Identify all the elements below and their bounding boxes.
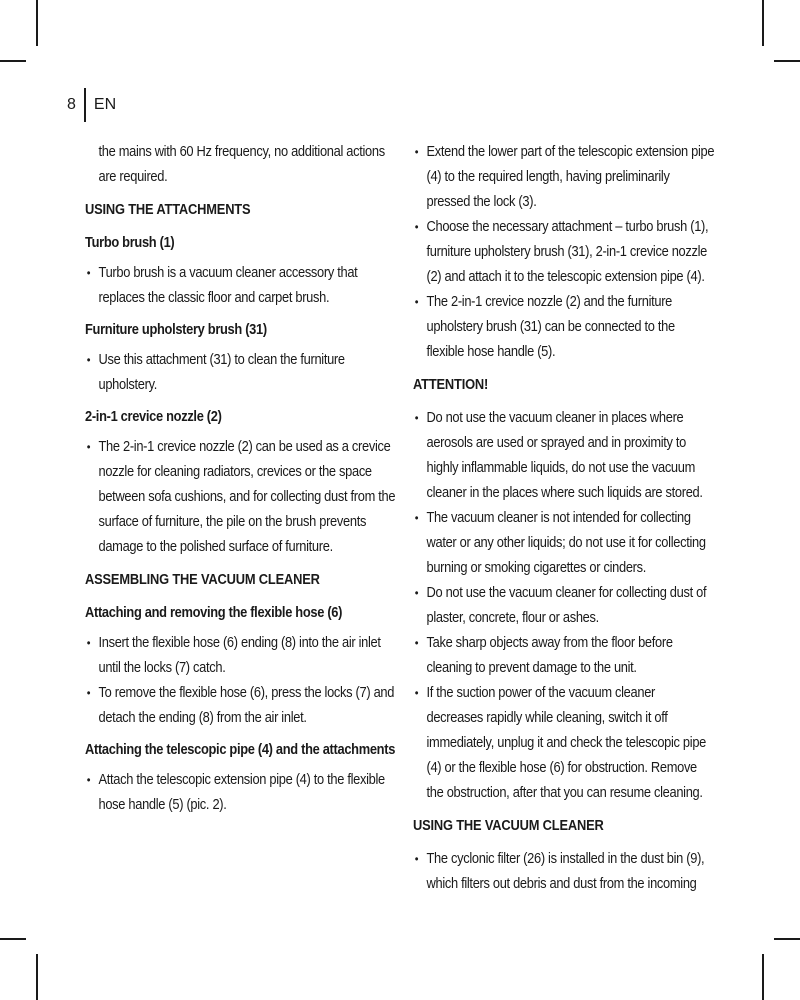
list-item: • Turbo brush is a vacuum cleaner accessory that replaces the classic floor and carpet brush. [85, 261, 396, 311]
crop-mark [762, 0, 764, 46]
bullet-list [85, 435, 396, 560]
section-title: USING THE VACUUM CLEANER [413, 818, 604, 834]
bullet-list [85, 631, 396, 731]
page-number: 8 [67, 96, 76, 113]
right-column [413, 140, 715, 901]
list-item: • Do not use the vacuum cleaner in places where aerosols are used or sprayed and in proximity to highly inflammable liquids, do not use the vacuum cleaner in the places where such liquids are stored. [413, 406, 715, 506]
crop-mark [762, 954, 764, 1000]
section-title: USING THE ATTACHMENTS [85, 202, 251, 218]
list-item: • The 2-in-1 crevice nozzle (2) can be used as a crevice nozzle for cleaning radiators, crevices or the space between sofa cushions, and for collecting dust from the surface of furniture, the pile on the brush prevents damage to the polished surface of furniture. [85, 435, 396, 560]
list-item: • If the suction power of the vacuum cleaner decreases rapidly while cleaning, switch it off immediately, unplug it and check the telescopic pipe (4) or the flexible hose (6) for obstruction. Remove the obstruction, after that you can resume cleaning. [413, 681, 715, 806]
list-item: • The vacuum cleaner is not intended for collecting water or any other liquids; do not use it for collecting burning or smoking cigarettes or cinders. [413, 506, 715, 581]
bullet-list [413, 847, 715, 897]
subsection-title: Furniture upholstery brush (31) [85, 322, 267, 338]
list-item: • Take sharp objects away from the floor before cleaning to prevent damage to the unit. [413, 631, 715, 681]
subsection-title: 2-in-1 crevice nozzle (2) [85, 409, 222, 425]
language-code: EN [93, 96, 117, 113]
list-item: • The cyclonic filter (26) is installed in the dust bin (9), which filters out debris and dust from the incoming [413, 847, 715, 897]
list-item: • Insert the flexible hose (6) ending (8) into the air inlet until the locks (7) catch. [85, 631, 396, 681]
list-item: • To remove the flexible hose (6), press the locks (7) and detach the ending (8) from the air inlet. [85, 681, 396, 731]
crop-mark [0, 60, 26, 62]
list-item: • Extend the lower part of the telescopic extension pipe (4) to the required length, having preliminarily pressed the lock (3). [413, 140, 715, 215]
list-item: • Attach the telescopic extension pipe (4) to the flexible hose handle (5) (pic. 2). [85, 768, 396, 818]
bullet-list [85, 768, 396, 818]
crop-mark [774, 938, 800, 940]
list-item: • Use this attachment (31) to clean the furniture upholstery. [85, 348, 396, 398]
left-column [85, 140, 396, 822]
bullet-list [413, 140, 715, 365]
subsection-title: Turbo brush (1) [85, 235, 175, 251]
bullet-list [413, 406, 715, 806]
bullet-list [85, 348, 396, 398]
page-header [67, 88, 116, 122]
bullet-list [85, 261, 396, 311]
subsection-title: Attaching the telescopic pipe (4) and the attachments [85, 742, 396, 758]
crop-mark [0, 938, 26, 940]
list-item: • Do not use the vacuum cleaner for collecting dust of plaster, concrete, flour or ashes. [413, 581, 715, 631]
list-item: • Choose the necessary attachment – turbo brush (1), furniture upholstery brush (31), 2-in-1 crevice nozzle (2) and attach it to the telescopic extension pipe (4). [413, 215, 715, 290]
subsection-title: Attaching and removing the flexible hose (6) [85, 605, 343, 621]
crop-mark [36, 954, 38, 1000]
crop-mark [36, 0, 38, 46]
section-title: ATTENTION! [413, 377, 489, 393]
section-title: ASSEMBLING THE VACUUM CLEANER [85, 572, 320, 588]
list-item: • The 2-in-1 crevice nozzle (2) and the furniture upholstery brush (31) can be connected to the flexible hose handle (5). [413, 290, 715, 365]
continuation-text: the mains with 60 Hz frequency, no additional actions are required. [98, 144, 385, 185]
crop-mark [774, 60, 800, 62]
